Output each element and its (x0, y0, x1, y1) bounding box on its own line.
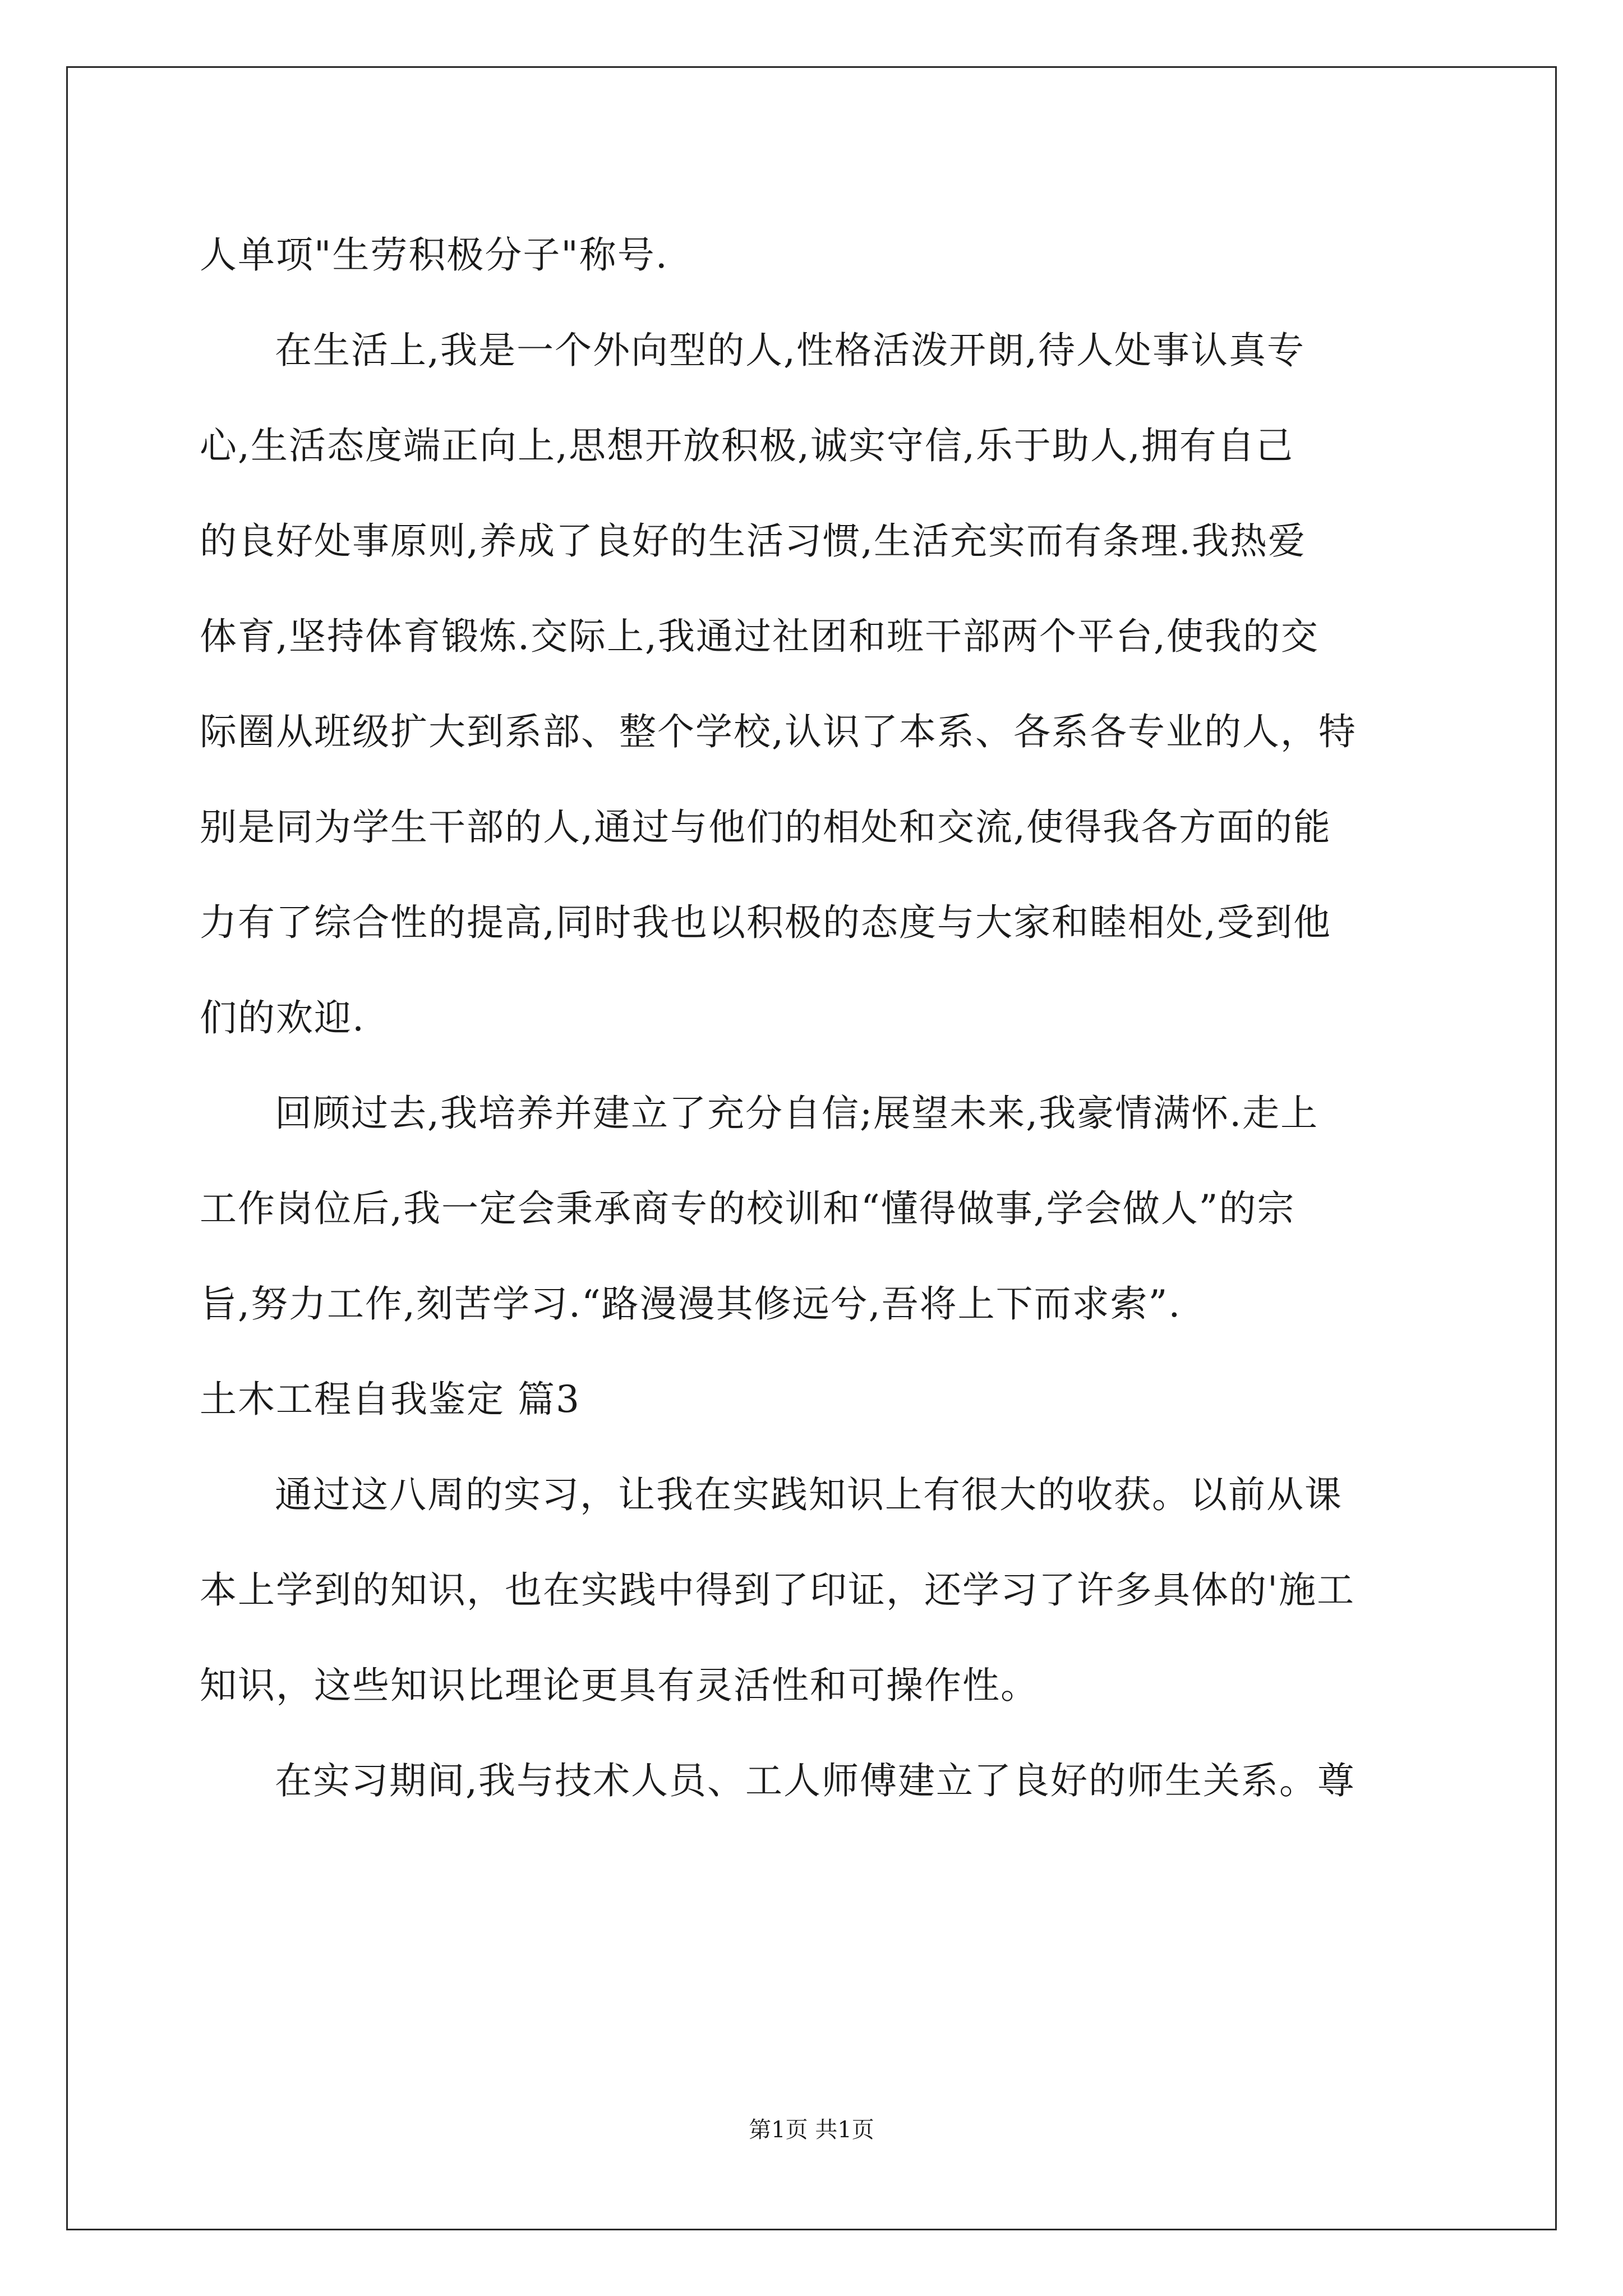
document-body (200, 208, 1433, 1829)
text-line: 通过这八周的实习，让我在实践知识上有很大的收获。以前从课 (275, 1473, 1343, 1516)
text-line: 在实习期间,我与技术人员、工人师傅建立了良好的师生关系。尊 (275, 1759, 1355, 1802)
text-line: 本上学到的知识，也在实践中得到了印证，还学习了许多具体的'施工 (200, 1568, 1355, 1612)
page-footer: 第1页 共1页 (749, 2117, 874, 2143)
text-line: 际圈从班级扩大到系部、整个学校,认识了本系、各系各专业的人，特 (200, 710, 1357, 753)
text-line: 力有了综合性的提高,同时我也以积极的态度与大家和睦相处,受到他 (200, 901, 1331, 944)
text-line: 体育,坚持体育锻炼.交际上,我通过社团和班干部两个平台,使我的交 (200, 615, 1319, 658)
text-line: 知识，这些知识比理论更具有灵活性和可操作性。 (200, 1664, 1039, 1707)
text-line: 工作岗位后,我一定会秉承商专的校训和“懂得做事,学会做人”的宗 (200, 1187, 1295, 1230)
text-line: 别是同为学生干部的人,通过与他们的相处和交流,使得我各方面的能 (200, 806, 1331, 849)
text-line: 回顾过去,我培养并建立了充分自信;展望未来,我豪情满怀.走上 (275, 1092, 1319, 1135)
text-line: 人单项"生劳积极分子"称号. (200, 233, 668, 277)
text-line: 旨,努力工作,刻苦学习.“路漫漫其修远兮,吾将上下而求索”. (200, 1282, 1182, 1326)
text-line: 心,生活态度端正向上,思想开放积极,诚实守信,乐于助人,拥有自己 (200, 424, 1294, 467)
text-line: 们的欢迎. (200, 996, 365, 1039)
text-line: 的良好处事原则,养成了良好的生活习惯,生活充实而有条理.我热爱 (200, 519, 1306, 563)
section-heading: 土木工程自我鉴定 篇3 (200, 1378, 580, 1421)
text-line: 在生活上,我是一个外向型的人,性格活泼开朗,待人处事认真专 (275, 329, 1305, 372)
